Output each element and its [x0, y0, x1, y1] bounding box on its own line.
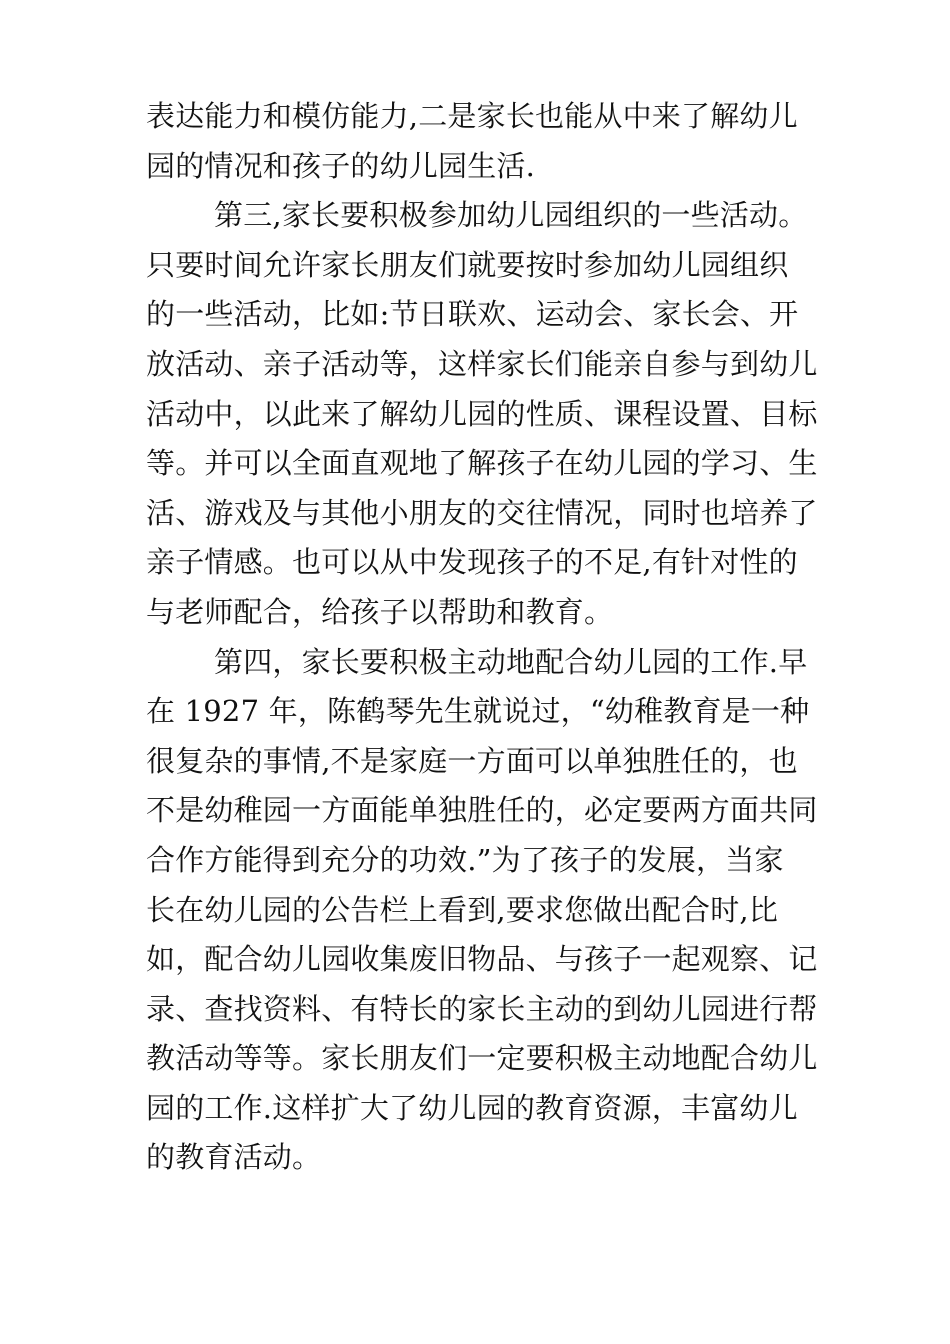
text-line: 与老师配合，给孩子以帮助和教育。: [146, 594, 614, 629]
text-line: 活动中，以此来了解幼儿园的性质、课程设置、目标: [146, 396, 818, 431]
text-line: 合作方能得到充分的功效.”为了孩子的发展，当家: [146, 842, 784, 877]
text-line: 教活动等等。家长朋友们一定要积极主动地配合幼儿: [146, 1041, 818, 1076]
text-line: 只要时间允许家长朋友们就要按时参加幼儿园组织: [146, 247, 789, 282]
text-line: 的一些活动，比如:节日联欢、运动会、家长会、开: [146, 297, 799, 332]
body-text: [146, 92, 826, 1183]
text-line: 园的情况和孩子的幼儿园生活.: [146, 148, 536, 183]
text-line: 录、查找资料、有特长的家长主动的到幼儿园进行帮: [146, 991, 818, 1026]
text-line: 等。并可以全面直观地了解孩子在幼儿园的学习、生: [146, 446, 818, 481]
text-line: 不是幼稚园一方面能单独胜任的，必定要两方面共同: [146, 793, 818, 828]
text-line: 活、游戏及与其他小朋友的交往情况，同时也培养了: [146, 495, 818, 530]
text-line: 如，配合幼儿园收集废旧物品、与孩子一起观察、记: [146, 942, 818, 977]
paragraph-start-line: 第三,家长要积极参加幼儿园组织的一些活动。: [214, 198, 808, 233]
text-line: 园的工作.这样扩大了幼儿园的教育资源，丰富幼儿: [146, 1090, 798, 1125]
text-line: 长在幼儿园的公告栏上看到,要求您做出配合时,比: [146, 892, 779, 927]
text-line: 很复杂的事情,不是家庭一方面可以单独胜任的，也: [146, 743, 798, 778]
text-line: 的教育活动。: [146, 1140, 322, 1175]
paragraph-start-line: 第四，家长要积极主动地配合幼儿园的工作.早: [214, 644, 808, 679]
text-line: 表达能力和模仿能力,二是家长也能从中来了解幼儿: [146, 99, 798, 133]
text-line: 亲子情感。也可以从中发现孩子的不足,有针对性的: [146, 545, 798, 580]
text-line: 放活动、亲子活动等，这样家长们能亲自参与到幼儿: [146, 346, 818, 381]
text-line: 在 1927 年，陈鹤琴先生就说过，“幼稚教育是一种: [146, 694, 810, 729]
